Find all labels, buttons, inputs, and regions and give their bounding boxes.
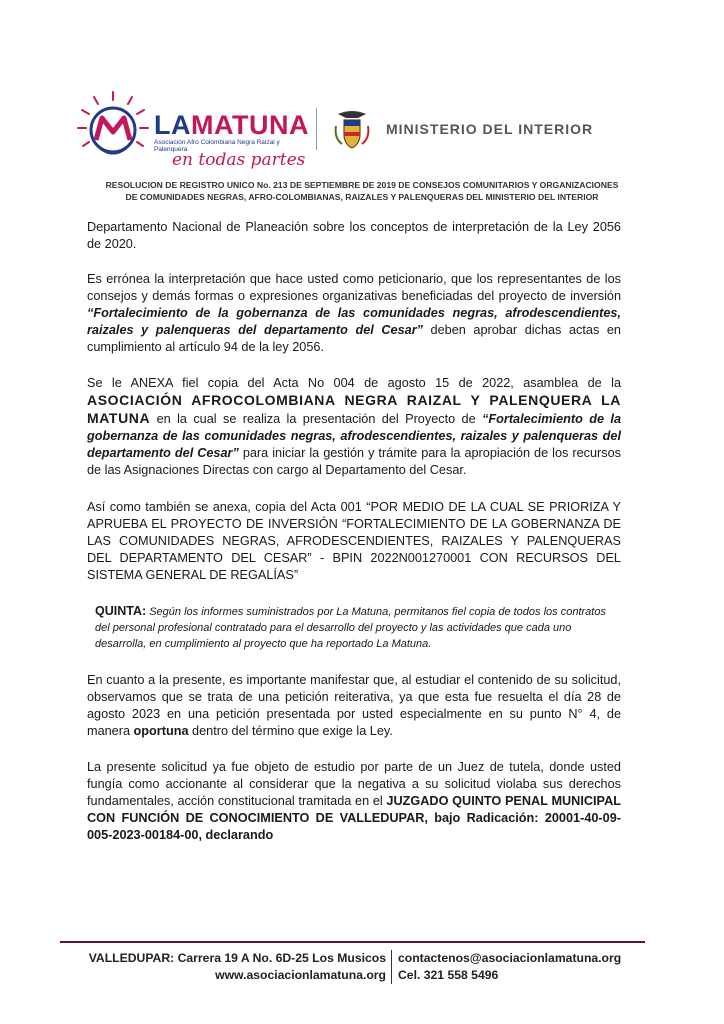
resolution-line-2: DE COMUNIDADES NEGRAS, AFRO-COLOMBIANAS, RAIZALES Y PALENQUERAS DEL MINISTERIO DEL INTERIOR — [125, 192, 599, 202]
paragraph-2: Es errónea la interpretación que hace usted como peticionario, que los representantes de los consejos y demás formas o expresiones organizativas beneficiadas del proyecto de inversión “Fortalecimiento de la gobernanza de las comunidades negras, afrodescendientes, raizales y palenqueras del departamento del Cesar” deben aprobar dichas actas en cumplimiento al artículo 94 de la ley 2056. — [87, 272, 621, 354]
footer-contact-block — [398, 950, 621, 984]
resolution-line-1: RESOLUCION DE REGISTRO UNICO No. 213 DE SEPTIEMBRE DE 2019 DE CONSEJOS COMUNITARIOS Y ORGANIZACIONES — [105, 180, 619, 190]
footer-address-block — [68, 950, 386, 984]
footer-divider — [60, 941, 645, 943]
footer-email[interactable]: contactenos@asociacionlamatuna.org — [398, 951, 622, 965]
paragraph-7: La presente solicitud ya fue objeto de estudio por parte de un Juez de tutela, donde usted fungía como accionante al considerar que la negativa a su solicitud violaba sus derechos fundamentales, acción constitucional tramitada en el JUZGADO QUINTO PENAL MUNICIPAL CON FUNCIÓN DE CONOCIMIENTO DE VALLEDUPAR, bajo Radicación: 20001-40-09-005-2023-00184-00, declarando — [87, 760, 621, 842]
letter-body — [87, 219, 621, 844]
la-matuna-logo-icon — [74, 88, 152, 166]
brand-tagline: en todas partes — [172, 150, 306, 170]
brand-subtitle: Asociación Afro Colombiana Negra Raizal y Palenquera — [154, 139, 280, 153]
quinta-request: QUINTA: Según los informes suministrados por La Matuna, permitanos fiel copia de todos los contratos del personal profesional contratado para el desarrollo del proyecto y las actividades que cada uno desarrolla, en cumplimiento al proyecto que ha reportado La Matuna. — [95, 604, 606, 650]
footer-address: VALLEDUPAR: Carrera 19 A No. 6D-25 Los Musicos — [88, 951, 386, 965]
paragraph-1: Departamento Nacional de Planeación sobre los conceptos de interpretación de la Ley 2056 de 2020. — [87, 220, 621, 251]
brand-name: LAMATUNA — [154, 110, 309, 140]
header-divider — [316, 108, 317, 150]
colombia-coat-of-arms-icon — [332, 108, 372, 152]
paragraph-3: Se le ANEXA fiel copia del Acta No 004 de agosto 15 de 2022, asamblea de la ASOCIACIÓN AFROCOLOMBIANA NEGRA RAIZAL Y PALENQUERA LA MATUNA en la cual se realiza la presentación del Proyecto de “Fortalecimiento de la gobernanza de las comunidades negras, afrodescendientes, raizales y palenqueras del departamento del Cesar” para iniciar la gestión y trámite para la apropiación de los recursos de las Asignaciones Directas con cargo al Departamento del Cesar. — [87, 376, 622, 477]
footer-separator — [391, 950, 392, 984]
paragraph-4: Así como también se anexa, copia del Acta 001 “POR MEDIO DE LA CUAL SE PRIORIZA Y APRUEBA EL PROYECTO DE INVERSIÓN “FORTALECIMIENTO DE LA GOBERNANZA DE LAS COMUNIDADES NEGRAS, AFRODESCENDIENTES, RAIZALES Y PALENQUERAS DEL DEPARTAMENTO DEL CESAR” - BPIN 2022N001270001 CON RECURSOS DEL SISTEMA GENERAL DE REGALÍAS” — [87, 500, 621, 582]
letterhead — [74, 88, 634, 178]
paragraph-6: En cuanto a la presente, es importante manifestar que, al estudiar el contenido de su solicitud, observamos que se trata de una petición reiterativa, ya que esta fue resuelta el día 28 de agosto 2023 en una petición presentada por usted especialmente en su punto N° 4, de manera oportuna dentro del término que exige la Ley. — [87, 673, 621, 738]
ministry-name: MINISTERIO DEL INTERIOR — [386, 121, 594, 137]
footer-website[interactable]: www.asociacionlamatuna.org — [215, 968, 386, 982]
resolution-notice — [60, 179, 664, 203]
la-matuna-logo — [74, 88, 314, 178]
footer-phone: Cel. 321 558 5496 — [398, 968, 499, 982]
